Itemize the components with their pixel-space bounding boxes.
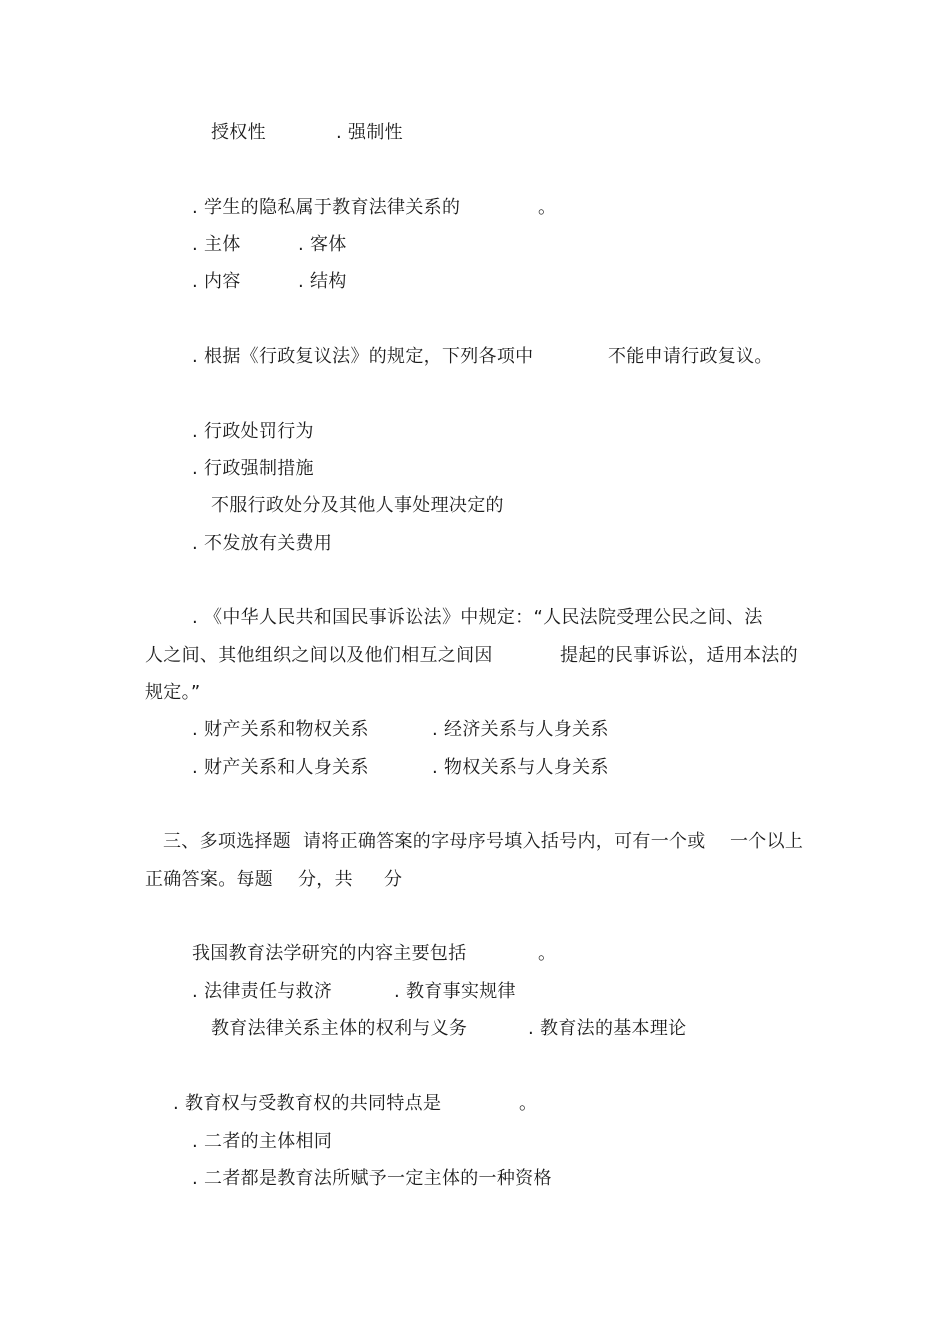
question-rights-stem-end: 。 bbox=[519, 1093, 538, 1114]
option-structure: . 结构 bbox=[298, 271, 347, 292]
option-real-personal: . 物权关系与人身关系 bbox=[432, 757, 609, 778]
question-privacy-stem-end: 。 bbox=[538, 197, 557, 218]
option-same-subject: . 二者的主体相同 bbox=[192, 1131, 333, 1152]
section-heading-line2a: 正确答案。每题 bbox=[145, 869, 274, 890]
option-object: . 客体 bbox=[298, 234, 347, 255]
question-review-stem-end: 不能申请行政复议。 bbox=[608, 346, 773, 367]
option-compulsory: . 强制性 bbox=[336, 122, 403, 143]
option-enforcement: . 行政强制措施 bbox=[192, 458, 314, 479]
question-research-stem: 我国教育法学研究的内容主要包括 bbox=[192, 943, 467, 964]
section-heading-part2: 请将正确答案的字母序号填入括号内，可有一个或 bbox=[303, 831, 706, 852]
question-rights-stem: . 教育权与受教育权的共同特点是 bbox=[173, 1093, 442, 1114]
section-heading-line2b: 分，共 bbox=[298, 869, 353, 890]
option-authorization: 授权性 bbox=[211, 122, 266, 143]
question-review-stem: . 根据《行政复议法》的规定，下列各项中 bbox=[192, 346, 534, 367]
option-rights-obligations: 教育法律关系主体的权利与义务 bbox=[211, 1018, 468, 1039]
option-economic-personal: . 经济关系与人身关系 bbox=[432, 719, 609, 740]
question-privacy-stem: . 学生的隐私属于教育法律关系的 bbox=[192, 197, 461, 218]
option-qualification: . 二者都是教育法所赋予一定主体的一种资格 bbox=[192, 1168, 552, 1189]
option-disciplinary: 不服行政处分及其他人事处理决定的 bbox=[211, 495, 504, 516]
question-civil-line3: 规定。” bbox=[145, 682, 201, 703]
option-property-personal: . 财产关系和人身关系 bbox=[192, 757, 369, 778]
option-content: . 内容 bbox=[192, 271, 241, 292]
question-civil-line1: . 《中华人民共和国民事诉讼法》中规定：“人民法院受理公民之间、法 bbox=[192, 607, 763, 628]
option-fees: . 不发放有关费用 bbox=[192, 533, 333, 554]
option-basic-theory: . 教育法的基本理论 bbox=[528, 1018, 687, 1039]
question-research-stem-end: 。 bbox=[538, 943, 557, 964]
option-facts: . 教育事实规律 bbox=[394, 981, 516, 1002]
section-heading-part1: 三、多项选择题 bbox=[163, 831, 292, 852]
option-subject: . 主体 bbox=[192, 234, 241, 255]
section-heading-part3: 一个以上 bbox=[730, 831, 804, 852]
section-heading-line2c: 分 bbox=[384, 869, 403, 890]
question-civil-line2b: 提起的民事诉讼，适用本法的 bbox=[560, 645, 798, 666]
option-penalty: . 行政处罚行为 bbox=[192, 421, 314, 442]
question-civil-line2a: 人之间、其他组织之间以及他们相互之间因 bbox=[145, 645, 493, 666]
option-liability: . 法律责任与救济 bbox=[192, 981, 333, 1002]
option-property-real: . 财产关系和物权关系 bbox=[192, 719, 369, 740]
